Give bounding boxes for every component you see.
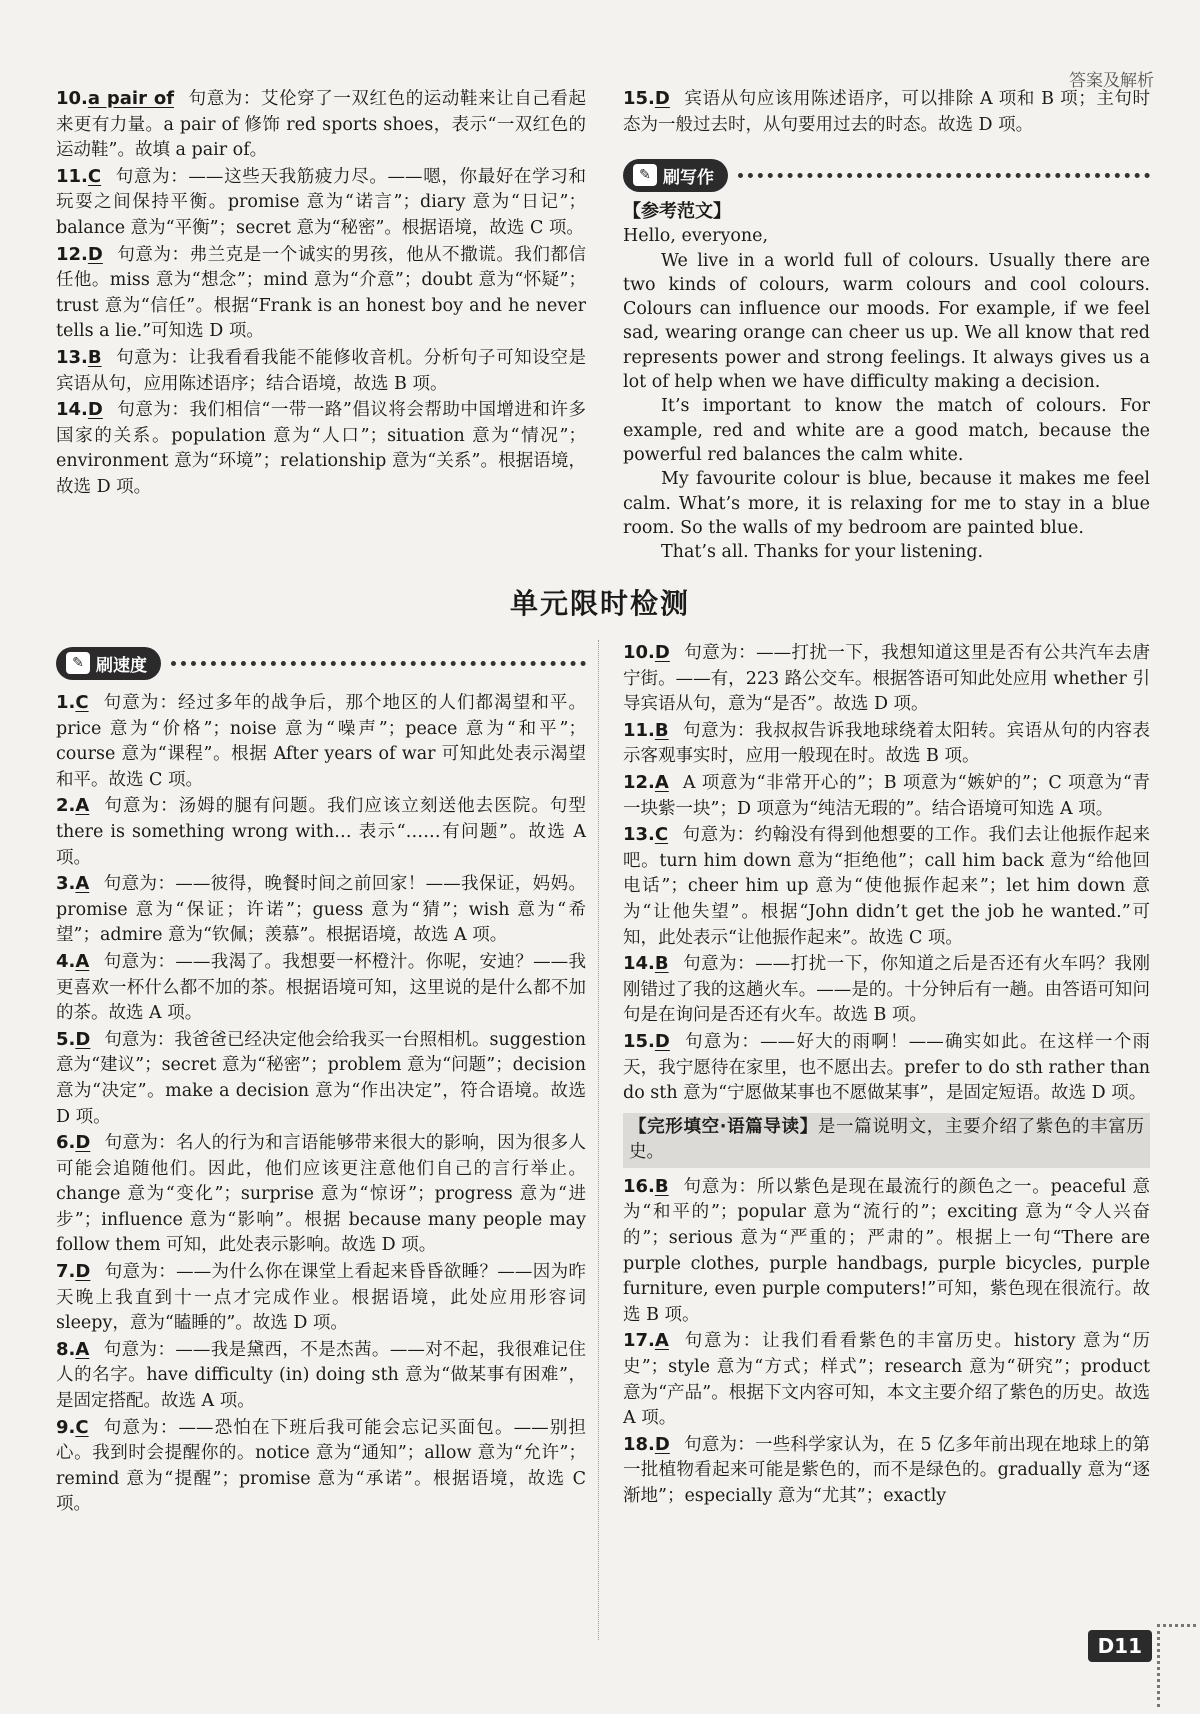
pen-icon: ✎ xyxy=(633,164,657,186)
answer-item xyxy=(623,640,1150,718)
item-explanation: 句意为：让我看看我能不能修收音机。分析句子可知设空是宾语从句，应用陈述语序；结合语境，故选 B 项。 xyxy=(56,347,586,394)
dotted-rule xyxy=(738,173,1150,178)
item-answer: A xyxy=(654,1330,669,1352)
item-answer: C xyxy=(75,1416,89,1438)
answer-item xyxy=(623,822,1150,951)
answer-item xyxy=(56,164,586,242)
item-explanation: 句意为：所以紫色是现在最流行的颜色之一。peaceful 意为“和平的”；popular 意为“流行的”；exciting 意为“令人兴奋的”；serious 意为“严重的；严肃的”。根据上一句“There are purple clothes, purple handbags, purple bicycles, purple furniture, even purple computers!”可知，紫色现在很流行。故选 B 项。 xyxy=(623,1176,1150,1325)
writing-badge-pill xyxy=(623,159,728,192)
item-explanation: 句意为：我爸爸已经决定他会给我买一台照相机。suggestion 意为“建议”；secret 意为“秘密”；problem 意为“问题”；decision 意为“决定”。make a decision 意为“作出决定”，符合语境。故选 D 项。 xyxy=(56,1029,586,1127)
answer-item xyxy=(56,1415,586,1518)
item-answer: B xyxy=(654,953,669,975)
item-explanation: 句意为：一些科学家认为，在 5 亿多年前出现在地球上的第一批植物看起来可能是紫色的，而不是绿色的。gradually 意为“逐渐地”；especially 意为“尤其”；exactly xyxy=(623,1434,1150,1506)
passage-guide xyxy=(623,1113,1150,1168)
item-number: 12. xyxy=(623,771,655,793)
essay-paragraph: That’s all. Thanks for your listening. xyxy=(661,542,984,563)
answer-item xyxy=(623,951,1150,1029)
answer-item xyxy=(623,1174,1150,1329)
item-number: 8. xyxy=(56,1338,76,1360)
passage-guide-text: 是一篇说明文，主要介绍了紫色的丰富历史。 xyxy=(629,1116,1144,1163)
model-essay xyxy=(623,200,1150,564)
item-explanation: 句意为：艾伦穿了一双红色的运动鞋来让自己看起来更有力量。a pair of 修饰 red sports shoes，表示“一双红色的运动鞋”。故填 a pair of。 xyxy=(56,89,586,161)
essay-paragraph: My favourite colour is blue, because it makes me feel calm. What’s more, it is relaxing for me to stay in a blue room. So the walls of my bedroom are painted blue. xyxy=(623,469,1150,538)
writing-badge-label: 刷写作 xyxy=(663,167,714,188)
answer-item xyxy=(623,86,1150,138)
item-answer: A xyxy=(75,1338,90,1360)
item-number: 13. xyxy=(623,824,655,846)
item-explanation: 句意为：名人的行为和言语能够带来很大的影响，因为很多人可能会追随他们。因此，他们应该更注意他们自己的言行举止。change 意为“变化”；surprise 意为“惊讶”；progress 意为“进步”；influence 意为“影响”。根据 because many people may follow them 可知，此处表示影响。故选 D 项。 xyxy=(56,1133,586,1256)
item-number: 14. xyxy=(623,953,655,975)
item-answer: D xyxy=(654,642,670,663)
item-explanation: 句意为：——好大的雨啊！——确实如此。在这样一个雨天，我宁愿待在家里，也不愿出去。prefer to do sth rather than do sth 意为“宁愿做某事也不愿做某事”，是固定短语。故选 D 项。 xyxy=(623,1031,1150,1104)
item-answer: D xyxy=(75,1028,91,1050)
item-explanation: 句意为：让我们看看紫色的丰富历史。history 意为“历史”；style 意为“方式；样式”；research 意为“研究”；product 意为“产品”。根据下文内容可知，本文主要介绍了紫色的历史。故选 A 项。 xyxy=(623,1331,1150,1429)
item-number: 16. xyxy=(623,1175,655,1197)
answer-item xyxy=(56,397,586,500)
item-number: 4. xyxy=(56,950,76,972)
top-right-column xyxy=(623,86,1150,138)
item-explanation: 句意为：——我是黛西，不是杰茜。——对不起，我很难记住人的名字。have difficulty (in) doing sth 意为“做某事有困难”，是固定搭配。故选 A 项。 xyxy=(56,1339,586,1412)
item-explanation: 句意为：约翰没有得到他想要的工作。我们去让他振作起来吧。turn him down 意为“拒绝他”；call him back 意为“给他回电话”；cheer him up 意为“使他振作起来”；let him down 意为“让他失望”。根据“John didn’t get the job he wanted.”可知，此处表示“让他振作起来”。故选 C 项。 xyxy=(623,825,1150,948)
dotted-rule xyxy=(171,661,586,666)
item-explanation: 句意为：我们相信“一带一路”倡议将会帮助中国增进和许多国家的关系。population 意为“人口”；situation 意为“情况”；environment 意为“环境”；relationship 意为“关系”。根据语境，故选 D 项。 xyxy=(56,400,586,497)
speed-badge-pill xyxy=(56,647,161,680)
item-number: 17. xyxy=(623,1330,655,1352)
item-number: 13. xyxy=(56,346,88,368)
item-number: 15. xyxy=(623,1030,655,1052)
item-number: 3. xyxy=(56,873,76,895)
item-answer: A xyxy=(654,771,669,793)
item-number: 2. xyxy=(56,795,76,817)
item-number: 10. xyxy=(56,88,88,109)
item-number: 9. xyxy=(56,1416,76,1438)
item-explanation: 句意为：——恐怕在下班后我可能会忘记买面包。——别担心。我到时会提醒你的。notice 意为“通知”；allow 意为“允许”；remind 意为“提醒”；promise 意为“承诺”。根据语境，故选 C 项。 xyxy=(56,1417,586,1515)
header-label: 答案及解析 xyxy=(1069,71,1154,91)
item-explanation: 宾语从句应该用陈述语序，可以排除 A 项和 B 项；主句时态为一般过去时，从句要用过去的时态。故选 D 项。 xyxy=(623,89,1150,135)
column-divider xyxy=(598,640,599,1640)
answer-item xyxy=(56,1027,586,1130)
section-title: 单元限时检测 xyxy=(509,587,690,620)
answer-item xyxy=(623,1328,1150,1431)
item-answer: C xyxy=(87,165,102,187)
item-number: 18. xyxy=(623,1433,655,1455)
item-answer: a pair of xyxy=(87,88,175,109)
answer-item xyxy=(56,949,586,1027)
answer-item xyxy=(56,690,586,793)
answer-item xyxy=(623,718,1150,770)
pen-icon: ✎ xyxy=(66,652,90,674)
item-answer: D xyxy=(75,1261,91,1283)
item-answer: B xyxy=(87,346,102,368)
item-answer: D xyxy=(654,1030,670,1052)
speed-badge-label: 刷速度 xyxy=(96,655,147,676)
answer-item xyxy=(623,1029,1150,1107)
speed-badge xyxy=(56,646,586,680)
item-answer: D xyxy=(654,1433,670,1455)
item-explanation: 句意为：汤姆的腿有问题。我们应该立刻送他去医院。句型 there is something wrong with… 表示“……有问题”。故选 A 项。 xyxy=(56,796,586,868)
writing-badge xyxy=(623,158,1150,192)
answer-item xyxy=(56,1337,586,1415)
item-answer: A xyxy=(75,950,90,972)
item-explanation: 句意为：——打扰一下，你知道之后是否还有火车吗？我刚刚错过了我的这趟火车。——是的。十分钟后有一趟。由答语可知问句是在询问是否还有火车。故选 B 项。 xyxy=(623,954,1150,1026)
essay-label: 【参考范文】 xyxy=(623,201,731,222)
item-number: 14. xyxy=(56,399,88,421)
item-explanation: 句意为：——打扰一下，我想知道这里是否有公共汽车去唐宁街。——有，223 路公交车。根据答语可知此处应用 whether 引导宾语从句，意为“是否”。故选 D 项。 xyxy=(623,643,1150,715)
item-explanation: 句意为：弗兰克是一个诚实的男孩，他从不撒谎。我们都信任他。miss 意为“想念”；mind 意为“介意”；doubt 意为“怀疑”；trust 意为“信任”。根据“Frank is an honest boy and he never tells a lie.”可知选 D 项。 xyxy=(56,244,586,342)
answer-item xyxy=(56,793,586,871)
page-number: D11 xyxy=(1088,1630,1152,1662)
answer-item xyxy=(56,1259,586,1337)
answer-item xyxy=(623,1432,1150,1510)
essay-greeting: Hello, everyone, xyxy=(623,226,769,247)
answer-item xyxy=(56,1130,586,1259)
item-number: 11. xyxy=(623,719,655,741)
item-number: 10. xyxy=(623,642,655,663)
item-answer: B xyxy=(654,719,669,741)
item-explanation: 句意为：——我渴了。我想要一杯橙汁。你呢，安迪？——我更喜欢一杯什么都不加的茶。根据语境可知，这里说的是什么都不加的茶。故选 A 项。 xyxy=(56,951,586,1024)
item-number: 6. xyxy=(56,1132,76,1154)
item-number: 11. xyxy=(56,165,88,187)
essay-paragraph: It’s important to know the match of colours. For example, red and white are a good match, because the powerful red balances the calm white. xyxy=(623,396,1150,465)
item-number: 7. xyxy=(56,1261,76,1283)
passage-guide-tag: 【完形填空·语篇导读】 xyxy=(629,1116,818,1137)
item-number: 1. xyxy=(56,692,76,713)
item-answer: A xyxy=(75,795,90,817)
item-answer: A xyxy=(75,873,90,895)
item-answer: D xyxy=(87,399,103,421)
item-answer: D xyxy=(87,243,103,265)
answer-item xyxy=(56,242,586,345)
item-answer: C xyxy=(75,692,89,713)
answer-item xyxy=(56,345,586,397)
answer-item xyxy=(623,770,1150,822)
item-answer: C xyxy=(654,824,669,846)
top-left-column xyxy=(56,86,586,501)
item-number: 5. xyxy=(56,1028,76,1050)
item-answer: B xyxy=(654,1175,669,1197)
item-answer: D xyxy=(75,1132,91,1154)
essay-paragraph: We live in a world full of colours. Usually there are two kinds of colours, warm colours and cool colours. Colours can influence our moods. For example, if we feel sad, wearing orange can cheer us up. We all know that red represents power and strong feelings. It always gives us a lot of help when we have difficulty making a decision. xyxy=(623,250,1150,393)
item-answer: D xyxy=(654,88,670,109)
item-explanation: 句意为：——彼得，晚餐时间之前回家！——我保证，妈妈。promise 意为“保证；许诺”；guess 意为“猜”；wish 意为“希望”；admire 意为“钦佩；羡慕”。根据语境，故选 A 项。 xyxy=(56,874,586,946)
item-explanation: 句意为：经过多年的战争后，那个地区的人们都渴望和平。price 意为“价格”；noise 意为“噪声”；peace 意为“和平”；course 意为“课程”。根据 After years of war 可知此处表示渴望和平。故选 C 项。 xyxy=(56,693,586,790)
item-number: 12. xyxy=(56,243,88,265)
item-explanation: 句意为：——这些天我筋疲力尽。——嗯，你最好在学习和玩耍之间保持平衡。promise 意为“诺言”；diary 意为“日记”；balance 意为“平衡”；secret 意为“秘密”。根据语境，故选 C 项。 xyxy=(56,166,586,238)
item-explanation: A 项意为“非常开心的”；B 项意为“嫉妒的”；C 项意为“青一块紫一块”；D 项意为“纯洁无瑕的”。结合语境可知选 A 项。 xyxy=(623,772,1150,819)
corner-decoration xyxy=(1157,1624,1196,1707)
answer-item xyxy=(56,871,586,949)
bottom-left-column xyxy=(56,690,586,1518)
item-explanation: 句意为：——为什么你在课堂上看起来昏昏欲睡？——因为昨天晚上我直到十一点才完成作业。根据语境，此处应用形容词 sleepy，意为“瞌睡的”。故选 D 项。 xyxy=(56,1262,586,1334)
item-number: 15. xyxy=(623,88,655,109)
answer-item xyxy=(56,86,586,164)
bottom-right-column xyxy=(623,640,1150,1510)
item-explanation: 句意为：我叔叔告诉我地球绕着太阳转。宾语从句的内容表示客观事实时，应用一般现在时。故选 B 项。 xyxy=(623,720,1150,767)
